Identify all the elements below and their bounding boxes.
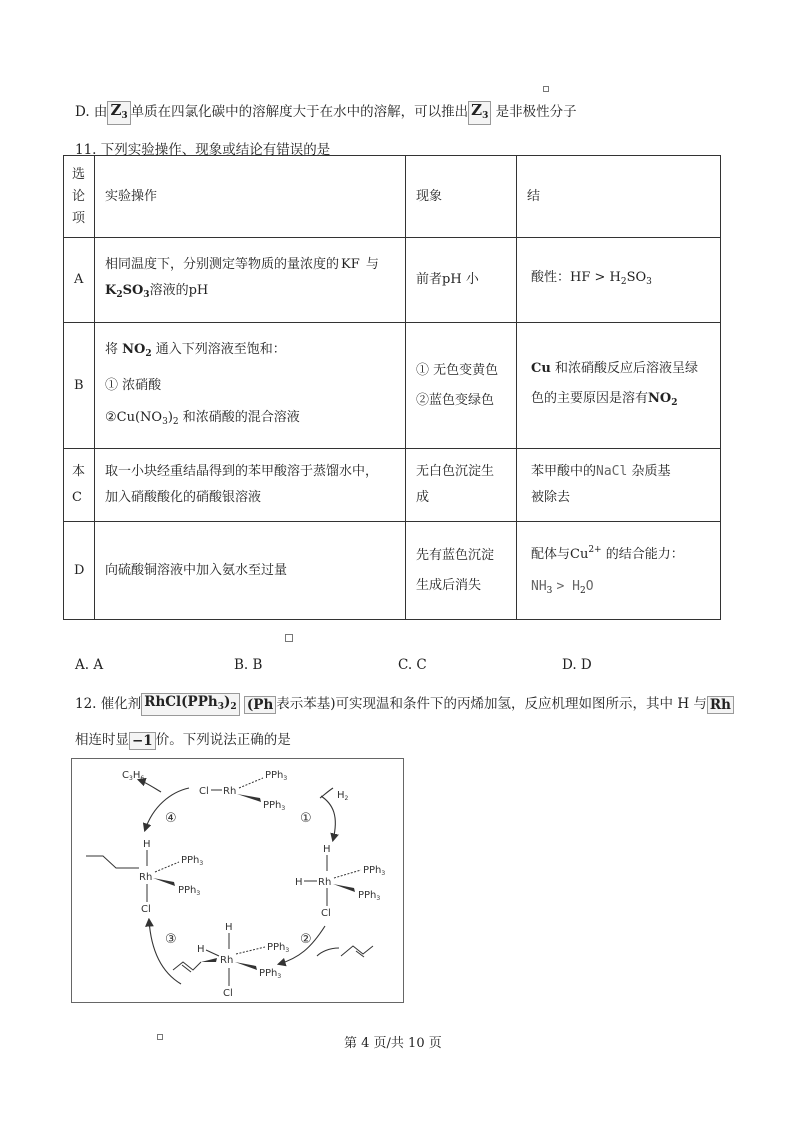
bottom-cl: Cl [223,988,233,999]
row-operation: 相同温度下，分别测定等物质的量浓度的 KF 与 $K_2SO_3$溶液的pH [95,238,406,323]
header-operation: 实验操作 [95,156,406,238]
right-pph3-a: PPh$_3$ [363,865,386,877]
header-conclusion: 结 [517,156,721,238]
q12-stem-line2: 相连时显 −1 价。下列说法正确的是 [75,732,291,749]
row-conclusion: 配体与$Cu^{2+}$ 的结合能力： $NH_3 > H_2O$ [517,522,721,620]
z3-formula-2: $Z_3$ [468,101,491,125]
bond [334,870,361,878]
bottom-pph3-a: PPh$_3$ [267,942,290,954]
h2-label: $H_2$ [337,790,349,802]
wedge-bond [237,794,261,802]
right-pph3-b: PPh$_3$ [358,890,381,902]
wedge-bond [333,884,355,892]
step-4-label: ④ [165,811,177,826]
bottom-rh: Rh [220,955,234,966]
left-cl: Cl [141,904,151,915]
bond [236,947,265,954]
header-phenomenon: 现象 [406,156,517,238]
q10d-middle: 单质在四氯化碳中的溶解度大于在水中的溶解，可以推出 [130,104,469,120]
z3-formula: $Z_3$ [107,101,130,125]
ph-formula: (Ph [244,696,276,714]
bottom-h-left: H [197,944,205,955]
row-operation: 取一小块经重结晶得到的苯甲酸溶于蒸馏水中， 加入硝酸酸化的硝酸银溶液 [95,449,406,522]
right-cl: Cl [321,908,331,919]
q11-stem: 11. 下列实验操作、现象或结论有错误的是 [75,142,331,158]
choice-d[interactable]: D. D [562,657,592,673]
step-2-label: ② [300,932,312,947]
propene-incoming [341,946,373,956]
choice-a[interactable]: A. A [75,657,104,673]
right-h-left: H [295,877,303,888]
row-operation: 将 $NO_2$ 通入下列溶液至饱和： ① 浓硝酸 $②Cu(NO_3)_2$ 和浓硝酸的混合溶液 [95,323,406,449]
row-phenomenon: ① 无色变黄色 ②蓝色变绿色 [406,323,517,449]
bottom-pph3-b: PPh$_3$ [259,968,282,980]
arrow-step-1 [321,796,335,840]
choice-c[interactable]: C. C [398,657,427,673]
row-operation: 向硫酸铜溶液中加入氨水至过量 [95,522,406,620]
right-h-top: H [323,844,331,855]
bond [239,778,263,788]
row-option: A [64,238,95,323]
left-h: H [143,839,151,850]
rh-formula: Rh [707,696,734,714]
row-phenomenon: 前者pH 小 [406,238,517,323]
row-option: 本 C [64,449,95,522]
top-cl: Cl [199,786,209,797]
step-1-label: ① [300,811,312,826]
mechanism-diagram [71,758,404,1003]
arrow-propene-in [317,948,339,956]
wedge-bond [201,958,217,962]
left-pph3-b: PPh$_3$ [178,885,201,897]
q10-option-d [75,100,577,125]
bottom-h-top: H [225,922,233,933]
row-phenomenon: 无白色沉淀生 成 [406,449,517,522]
table-row [64,449,721,522]
left-rh: Rh [139,872,153,883]
row-option: D [64,522,95,620]
row-option: B [64,323,95,449]
table-row [64,522,721,620]
propane-label: $C_3H_6$ [122,770,145,782]
header-option: 选 论项 [64,156,95,238]
diagram-frame [72,759,404,1003]
table-row [64,323,721,449]
bond [206,950,219,956]
q10d-suffix: 是非极性分子 [495,104,577,120]
row-phenomenon: 先有蓝色沉淀 生成后消失 [406,522,517,620]
top-rh: Rh [223,786,237,797]
propyl-chain [86,856,139,868]
table-row [64,238,721,323]
right-rh: Rh [318,877,332,888]
table-header-row [64,156,721,238]
q11-table [63,155,721,620]
paragraph-mark [285,634,293,642]
catalyst-formula: $RhCl(PPh_3)_2$ [141,693,239,716]
double-bond [182,965,191,972]
row-conclusion: Cu 和浓硝酸反应后溶液呈绿 色的主要原因是溶有$NO_2$ [517,323,721,449]
page-footer: 第 4 页/共 10 页 [344,1036,442,1051]
q12-stem-line1: 12. 催化剂 $RhCl(PPh_3)_2$ (Ph 表示苯基)可实现温和条件下的丙烯加氢，反应机理如图所示，其中 H 与 Rh [75,692,734,716]
arrow-h2-in [320,788,333,798]
top-pph3-a: PPh$_3$ [265,770,288,782]
left-pph3-a: PPh$_3$ [181,855,204,867]
minus-one-valence: −1 [129,732,156,750]
step-3-label: ③ [165,932,177,947]
row-conclusion: 酸性：HF > $H_2SO_3$ [517,238,721,323]
paragraph-mark [157,1034,163,1040]
q10d-prefix: D. 由 [75,104,108,120]
arrow-release-propane [139,780,161,792]
paragraph-mark [543,86,549,92]
wedge-bond [235,962,257,970]
choice-b[interactable]: B. B [234,657,263,673]
wedge-bond [153,878,175,886]
bond [155,862,179,872]
row-conclusion: 苯甲酸中的NaCl 杂质基 被除去 [517,449,721,522]
arrow-step-3 [149,920,181,984]
top-pph3-b: PPh$_3$ [263,800,286,812]
